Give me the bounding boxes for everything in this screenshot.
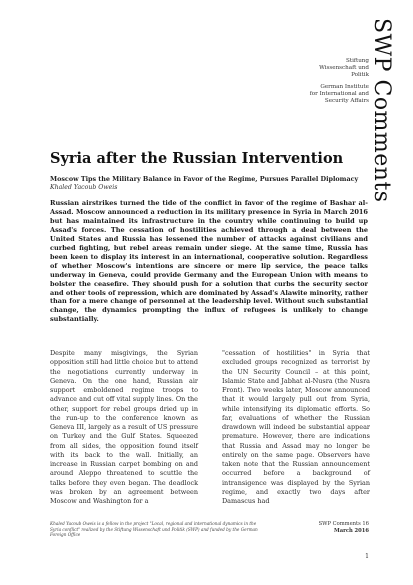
institute-de-line-1: Stiftung — [346, 58, 369, 64]
institute-en-line-3: Security Affairs — [324, 98, 369, 105]
institute-en-line-2: for International and — [309, 90, 369, 97]
page-subtitle: Moscow Tips the Military Balance in Favor of the Regime, Pursues Parallel Diplomacy — [50, 175, 359, 183]
author-footnote: Khaled Yacoub Oweis is a fellow in the project "Local, regional and international dynamics in the Syria conflict" realized by the Stiftung Wissenschaft und Politik (SWP) and funded by the German Foreign Office — [50, 521, 258, 538]
publication-reference — [269, 521, 369, 535]
summary-paragraph: Russian airstrikes turned the tide of the conflict in favor of the regime of Bashar al-Assad. Moscow announced a reduction in its military presence in Syria in March 2016 but has maintained its infrastructure in the country while continuing to build up Assad's forces. The cessation of hostilities achieved through a deal between the United States and Russia has lessened the number of attacks against civilians and curbed fighting, but rebel areas remain under siege. At the same time, Russia has been keen to display its interest in an international, cooperative solution. Regardless of whether Moscow's intentions are sincere or mere lip service, the peace talks underway in Geneva, could provide Germany and the European Union with means to bolster the ceasefire. They should push for a solution that curbs the security sector and other tools of repression, which are dominated by Assad's Alawite minority, rather than for a mere change of personnel at the leadership level. Without such substantial change, the dynamics prompting the influx of refugees is unlikely to change substantially. — [50, 199, 369, 324]
body-column-right — [222, 349, 370, 506]
institute-de-line-2: Wissenschaft und — [319, 65, 369, 72]
institute-de-line-3: Politik — [351, 72, 369, 79]
institute-en-line-1: German Institute — [320, 83, 369, 90]
page-title: Syria after the Russian Intervention — [50, 150, 344, 167]
body-paragraph-right: "cessation of hostilities" in Syria that excluded groups recognized as terrorist by the UN Security Council – at this point, Islamic State and Jabhat al-Nusra (the Nusra Front). Two weeks later, Moscow announced that it would largely pull out from Syria, while intensifying its diplomatic efforts. So far, evaluations of whether the Russian drawdown will indeed be substantial appear premature. However, there are indications that Russia and Assad may no longer be entirely on the same page. Observers have taken note that the Russian announcement occurred before a background of intransigence was displayed by the Syrian regime, and exactly two days after Damascus had — [222, 349, 370, 505]
institute-block — [249, 58, 369, 105]
brand-title: SWP Comments — [369, 18, 394, 203]
body-paragraph-left: Despite many misgivings, the Syrian opposition still had little choice but to attend the negotiations currently underway in Geneva. On the one hand, Russian air support emboldened regime troops to advance and cut off vital supply lines. On the other, support for rebel groups dried up in the run-up to the conference known as Geneva III, largely as a result of US pressure on Turkey and the Gulf States. Squeezed from all sides, the opposition found itself with its back to the wall. Initially, an increase in Russian carpet bombing on and around Aleppo threatened to scuttle the talks before they even began. The deadlock was broken by an agreement between Moscow and Washington for a — [50, 349, 198, 505]
publication-date: March 2016 — [333, 527, 369, 534]
series-number: SWP Comments 16 — [318, 521, 369, 527]
page-number: 1 — [365, 553, 369, 560]
author-name: Khaled Yacoub Oweis — [50, 184, 118, 191]
body-column-left — [50, 349, 198, 506]
